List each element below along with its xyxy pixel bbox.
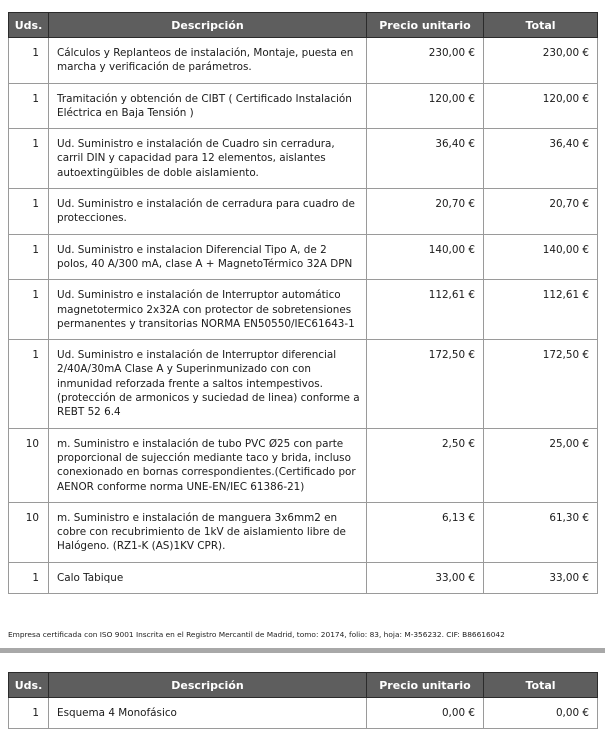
row-units: 1	[9, 129, 49, 189]
table-header-row	[9, 13, 598, 38]
row-unit-price: 172,50 €	[367, 340, 484, 428]
row-total: 140,00 €	[484, 234, 598, 280]
header-description: Descripción	[49, 673, 367, 698]
row-total: 120,00 €	[484, 83, 598, 129]
row-unit-price: 33,00 €	[367, 562, 484, 593]
row-description: Tramitación y obtención de CIBT ( Certificado Instalación Eléctrica en Baja Tensión )	[49, 83, 367, 129]
row-total: 230,00 €	[484, 38, 598, 84]
row-description: Ud. Suministro e instalación de Interruptor diferencial 2/40A/30mA Clase A y Superinmunizado con con inmunidad reforzada frente a saltos intempestivos. (protección de armonicos y suciedad de linea) conforme a REBT 52 6.4	[49, 340, 367, 428]
row-description: Ud. Suministro e instalacion Diferencial Tipo A, de 2 polos, 40 A/300 mA, clase A + MagnetoTérmico 32A DPN	[49, 234, 367, 280]
table-header-row	[9, 673, 598, 698]
header-description: Descripción	[49, 13, 367, 38]
row-total: 172,50 €	[484, 340, 598, 428]
row-units: 1	[9, 280, 49, 340]
company-footer-note: Empresa certificada con ISO 9001 Inscrita en el Registro Mercantil de Madrid, tomo: 20174, folio: 83, hoja: M-356232. CIF: B86616042	[8, 630, 505, 639]
header-total: Total	[484, 13, 598, 38]
header-unit-price: Precio unitario	[367, 13, 484, 38]
table-row	[9, 83, 598, 129]
table-row	[9, 129, 598, 189]
row-description: Calo Tabique	[49, 562, 367, 593]
row-description: m. Suministro e instalación de tubo PVC Ø25 con parte proporcional de sujección mediante taco y brida, incluso conexionado en bornas correspondientes.(Certificado por AENOR conforme norma UNE-EN/IEC 61386-21)	[49, 428, 367, 502]
row-total: 36,40 €	[484, 129, 598, 189]
row-description: Cálculos y Replanteos de instalación, Montaje, puesta en marcha y verificación de parámetros.	[49, 38, 367, 84]
row-description: Esquema 4 Monofásico	[49, 698, 367, 729]
row-units: 10	[9, 428, 49, 502]
row-unit-price: 120,00 €	[367, 83, 484, 129]
row-description: m. Suministro e instalación de manguera 3x6mm2 en cobre con recubrimiento de 1kV de aislamiento libre de Halógeno. (RZ1-K (AS)1KV CPR).	[49, 502, 367, 562]
row-total: 20,70 €	[484, 189, 598, 235]
row-units: 1	[9, 234, 49, 280]
header-total: Total	[484, 673, 598, 698]
row-total: 33,00 €	[484, 562, 598, 593]
header-units: Uds.	[9, 673, 49, 698]
budget-table	[8, 12, 598, 594]
row-description: Ud. Suministro e instalación de Cuadro sin cerradura, carril DIN y capacidad para 12 elementos, aislantes autoextingüibles de doble aislamiento.	[49, 129, 367, 189]
row-units: 10	[9, 502, 49, 562]
page-separator	[0, 648, 605, 653]
row-description: Ud. Suministro e instalación de Interruptor automático magnetotermico 2x32A con protector de sobretensiones permanentes y transitorias NORMA EN50550/IEC61643-1	[49, 280, 367, 340]
row-unit-price: 112,61 €	[367, 280, 484, 340]
row-unit-price: 36,40 €	[367, 129, 484, 189]
header-unit-price: Precio unitario	[367, 673, 484, 698]
table-row	[9, 189, 598, 235]
table-row	[9, 234, 598, 280]
table-row	[9, 428, 598, 502]
row-units: 1	[9, 38, 49, 84]
row-units: 1	[9, 340, 49, 428]
table-row	[9, 562, 598, 593]
table-row	[9, 38, 598, 84]
budget-table-continued	[8, 672, 598, 729]
row-total: 112,61 €	[484, 280, 598, 340]
row-units: 1	[9, 189, 49, 235]
table-row	[9, 340, 598, 428]
row-unit-price: 2,50 €	[367, 428, 484, 502]
header-units: Uds.	[9, 13, 49, 38]
row-description: Ud. Suministro e instalación de cerradura para cuadro de protecciones.	[49, 189, 367, 235]
row-units: 1	[9, 83, 49, 129]
table-row	[9, 502, 598, 562]
row-total: 0,00 €	[484, 698, 598, 729]
row-unit-price: 0,00 €	[367, 698, 484, 729]
table-row	[9, 698, 598, 729]
row-unit-price: 230,00 €	[367, 38, 484, 84]
row-unit-price: 20,70 €	[367, 189, 484, 235]
row-unit-price: 140,00 €	[367, 234, 484, 280]
row-unit-price: 6,13 €	[367, 502, 484, 562]
row-total: 61,30 €	[484, 502, 598, 562]
row-total: 25,00 €	[484, 428, 598, 502]
row-units: 1	[9, 698, 49, 729]
table-row	[9, 280, 598, 340]
row-units: 1	[9, 562, 49, 593]
